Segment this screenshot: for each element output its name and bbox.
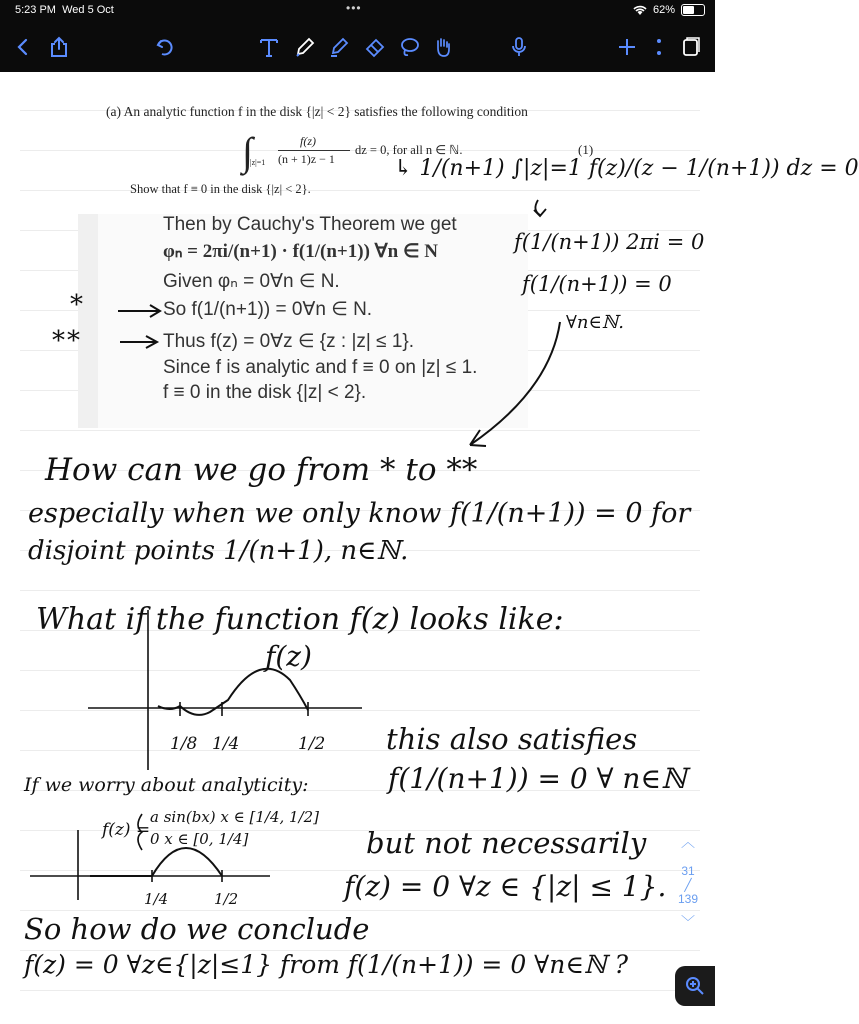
also-line-2: f(1/(n+1)) = 0 ∀ n∈ℕ	[388, 762, 687, 795]
zoom-icon	[685, 976, 705, 996]
page-indicator[interactable]	[673, 832, 703, 932]
page-current: 31	[681, 864, 695, 878]
integral-denominator: (n + 1)z − 1	[278, 152, 335, 166]
proof-line-7: f ≡ 0 in the disk {|z| < 2}.	[163, 382, 367, 403]
note-rewrite: ↳ 1/(n+1) ∫|z|=1 f(z)/(z − 1/(n+1)) dz = 0	[394, 156, 859, 181]
arrow-to-thus	[120, 336, 157, 348]
question-line-3: disjoint points 1/(n+1), n∈ℕ.	[28, 536, 409, 566]
arrow-to-so	[118, 305, 160, 317]
but-line-1: but not necessarily	[366, 826, 647, 860]
integral-sign: ∫	[242, 129, 253, 174]
graph2-tick-1-4: 1/4	[144, 890, 169, 908]
arrow-down-left	[470, 322, 560, 446]
graph1-tick-1-4: 1/4	[212, 734, 240, 754]
page-total: 139	[677, 892, 699, 906]
graph1-tick-1-8: 1/8	[170, 734, 198, 754]
page-down-icon[interactable]: ﹀	[681, 914, 695, 930]
piecewise-case-2: 0 x ∈ [0, 1/4]	[150, 830, 249, 848]
note-cauchy-3: ∀n∈ℕ.	[566, 312, 624, 333]
status-time: 5:23 PM	[15, 4, 56, 16]
proof-line-5: Thus f(z) = 0∀z ∈ {z : |z| ≤ 1}.	[163, 331, 415, 352]
question-line-1: How can we go from * to **	[45, 452, 478, 488]
multitask-dots[interactable]: •••	[346, 1, 362, 15]
integral-lower-limit: |z|=1	[250, 158, 266, 167]
so-line-2: f(z) = 0 ∀z∈{|z|≤1} from f(1/(n+1)) = 0 ∀n∈ℕ ?	[24, 950, 629, 979]
but-line-2: f(z) = 0 ∀z ∈ {|z| ≤ 1}.	[344, 870, 667, 903]
proof-line-1: Then by Cauchy's Theorem we get	[163, 214, 457, 235]
problem-show: Show that f ≡ 0 in the disk {|z| < 2}.	[130, 182, 311, 196]
note-cauchy-2: f(1/(n+1)) = 0	[522, 272, 672, 296]
integral-numerator: f(z)	[300, 134, 316, 148]
zoom-button[interactable]	[675, 966, 715, 1006]
status-date: Wed 5 Oct	[62, 4, 114, 16]
so-line-1: So how do we conclude	[24, 912, 370, 946]
question-line-2: especially when we only know f(1/(n+1)) = 0 for	[28, 498, 691, 529]
also-line-1: this also satisfies	[386, 722, 638, 756]
what-if-line: What if the function f(z) looks like:	[36, 602, 564, 637]
proof-line-6: Since f is analytic and f ≡ 0 on |z| ≤ 1.	[163, 357, 478, 378]
note-cauchy-1: f(1/(n+1)) 2πi = 0	[514, 230, 705, 254]
graph1-label: f(z)	[265, 640, 312, 673]
graph2-tick-1-2: 1/2	[214, 890, 239, 908]
proof-line-4: So f(1/(n+1)) = 0∀n ∈ N.	[163, 299, 373, 320]
page-up-icon[interactable]: ︿	[681, 834, 695, 850]
equation-number: (1)	[578, 142, 594, 157]
graph1-tick-1-2: 1/2	[298, 734, 326, 754]
star-double: **	[52, 326, 82, 356]
proof-line-3: Given φₙ = 0∀n ∈ N.	[163, 271, 340, 292]
page-divider: ╱	[684, 878, 692, 892]
arrow-small	[534, 200, 546, 216]
worry-line: If we worry about analyticity:	[24, 774, 309, 796]
piecewise-case-1: a sin(bx) x ∈ [1/4, 1/2]	[150, 808, 320, 826]
piecewise-lhs: f(z) =	[102, 820, 151, 840]
star-single: *	[70, 290, 83, 320]
problem-line1: (a) An analytic function f in the disk {|z| < 2} satisfies the following condition	[106, 104, 528, 119]
integral-rest: dz = 0, for all n ∈ ℕ.	[355, 143, 463, 157]
proof-line-2: φₙ = 2πi/(n+1) · f(1/(n+1)) ∀n ∈ N	[163, 241, 438, 262]
graph2-curve	[90, 848, 222, 876]
battery-percent: 62%	[652, 4, 675, 16]
